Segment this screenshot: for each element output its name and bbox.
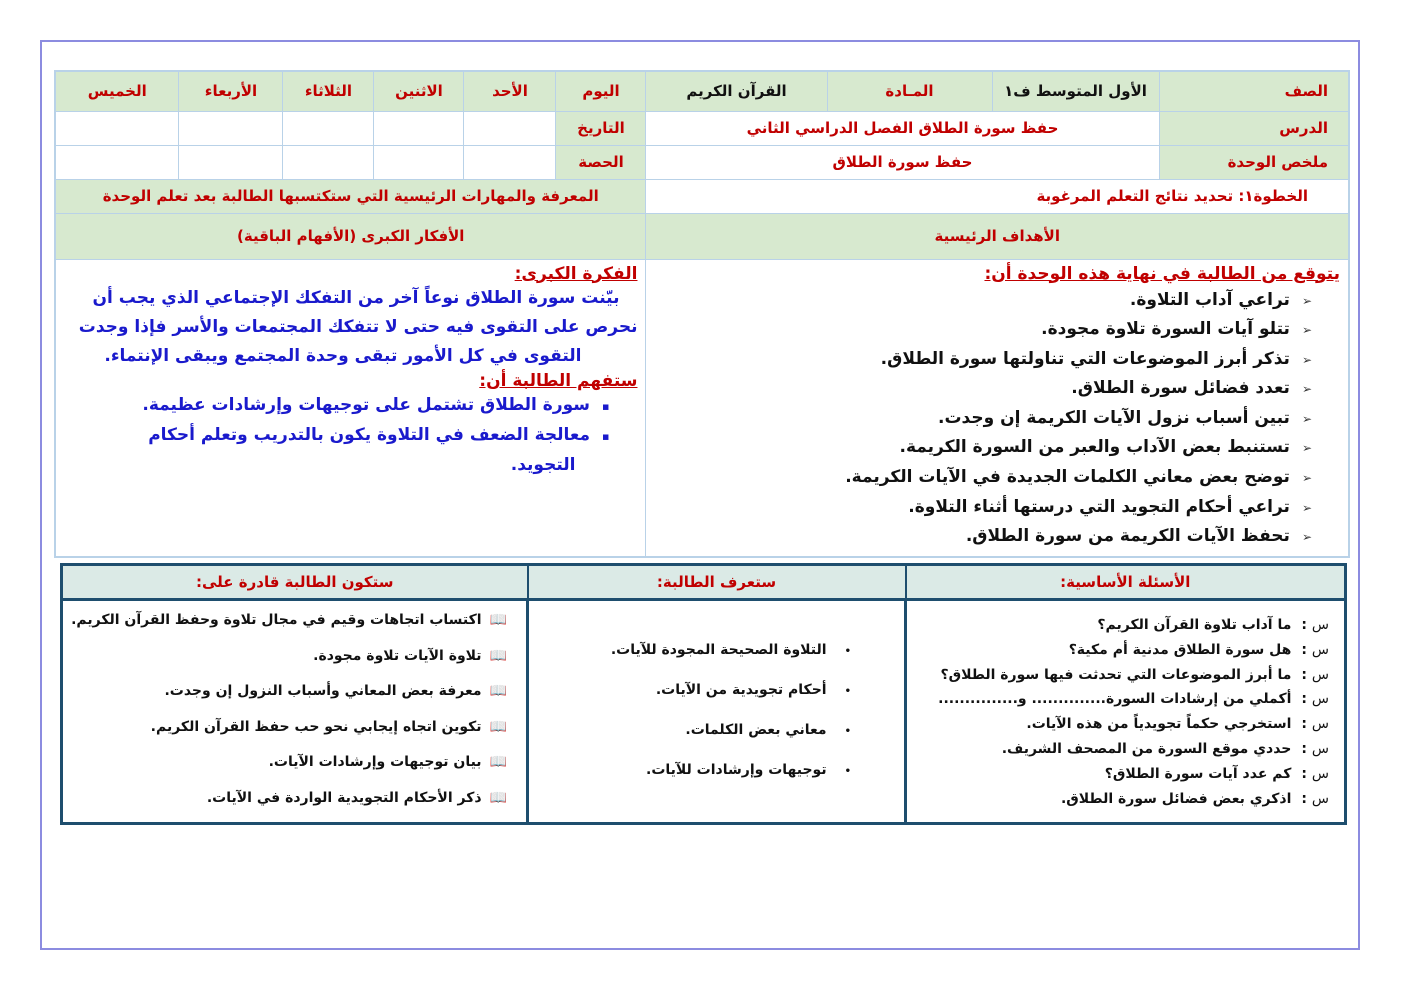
book-icon: 📖 (489, 612, 507, 628)
book-icon: 📖 (489, 647, 507, 664)
main-goals-title: الأهداف الرئيسية (646, 213, 1349, 259)
big-idea-title: الفكرة الكبرى: (514, 263, 638, 284)
arrow-bullet-icon: ➢ (1301, 471, 1312, 486)
able-item: 📖تكوين اتجاه إيجابي نحو حب حفظ القرآن الكريم. (150, 718, 507, 735)
period-cell-thursday (55, 145, 179, 179)
subject-value: القرآن الكريم (646, 71, 827, 111)
goals-cell (646, 259, 1349, 557)
arrow-bullet-icon: ➢ (1301, 530, 1312, 545)
goals-intro: يتوقع من الطالبة في نهاية هذه الوحدة أن: (984, 263, 1340, 284)
unit-summary-value: حفظ سورة الطلاق (646, 145, 1159, 179)
date-cell-sunday (464, 111, 556, 145)
question-item: س:كم عدد آيات سورة الطلاق؟ (1104, 765, 1329, 782)
big-idea-cell (55, 259, 646, 557)
goal-item: ➢تستنبط بعض الآداب والعبر من السورة الكريمة. (899, 437, 1312, 458)
day-sunday: الأحد (464, 71, 556, 111)
able-item: 📖معرفة بعض المعاني وأسباب النزول إن وجدت. (164, 683, 507, 700)
unit-summary-label: ملخص الوحدة (1159, 145, 1349, 179)
arrow-bullet-icon: ➢ (1301, 500, 1312, 515)
day-tuesday: الثلاثاء (283, 71, 374, 111)
goal-item: ➢تحفظ الآيات الكريمة من سورة الطلاق. (965, 526, 1312, 547)
date-cell-thursday (55, 111, 179, 145)
goal-item: ➢تتلو آيات السورة تلاوة مجودة. (1041, 319, 1312, 340)
period-label: الحصة (556, 145, 646, 179)
know-item: •توجيهات وإرشادات للآيات. (646, 762, 851, 778)
question-item: س:اذكري بعض فضائل سورة الطلاق. (1060, 790, 1329, 807)
bullet-dot-icon: • (844, 726, 851, 737)
subject-label: المـادة (827, 71, 992, 111)
date-cell-tuesday (283, 111, 374, 145)
arrow-bullet-icon: ➢ (1301, 293, 1312, 308)
grade-value: الأول المتوسط ف١ (992, 71, 1159, 111)
date-cell-wednesday (179, 111, 283, 145)
understand-item-2-cont: التجويد. (510, 454, 576, 475)
know-title: ستعرف الطالبة: (528, 565, 906, 600)
knowledge-title: المعرفة والمهارات الرئيسية التي ستكتسبها الطالبة بعد تعلم الوحدة (55, 179, 646, 213)
arrow-bullet-icon: ➢ (1301, 323, 1312, 338)
question-item: س:استخرجي حكماً تجويدياً من هذه الآيات. (1026, 716, 1329, 733)
questions-title: الأسئلة الأساسية: (906, 565, 1346, 600)
able-item: 📖اكتساب اتجاهات وقيم في مجال تلاوة وحفظ القرآن الكريم. (71, 612, 507, 628)
bullet-dot-icon: • (844, 686, 851, 697)
book-icon: 📖 (489, 754, 507, 771)
able-title: ستكون الطالبة قادرة على: (62, 565, 528, 600)
question-item: س:ما آداب تلاوة القرآن الكريم؟ (1097, 617, 1329, 633)
question-item: س:حددي موقع السورة من المصحف الشريف. (1001, 740, 1329, 757)
bullet-dot-icon: • (844, 766, 851, 777)
book-icon: 📖 (489, 789, 507, 806)
book-icon: 📖 (489, 718, 507, 735)
big-ideas-title: الأفكار الكبرى (الأفهام الباقية) (55, 213, 646, 259)
date-label: التاريخ (556, 111, 646, 145)
question-item: س:أكملي من إرشادات السورة.............. و............... (938, 691, 1329, 708)
essential-questions-table (60, 563, 1347, 825)
goal-item: ➢تذكر أبرز الموضوعات التي تناولتها سورة الطلاق. (880, 348, 1312, 369)
big-idea-line-2: نحرص على التقوى فيه حتى لا تتفكك المجتمعات والأسر فإذا وجدت (78, 316, 638, 337)
square-bullet-icon: ▪ (602, 429, 610, 443)
understand-item-1: ▪سورة الطلاق تشتمل على توجيهات وإرشادات عظيمة. (142, 394, 610, 415)
question-item: س:هل سورة الطلاق مدنية أم مكية؟ (1068, 641, 1329, 658)
date-cell-monday (374, 111, 464, 145)
goal-item: ➢تراعي أحكام التجويد التي درستها أثناء التلاوة. (908, 496, 1312, 517)
big-idea-line-3: التقوى في كل الأمور تبقى وحدة المجتمع ويبقى الإنتماء. (104, 345, 582, 366)
bullet-dot-icon: • (844, 646, 851, 657)
goals-list (654, 286, 1340, 552)
grade-label: الصف (1159, 71, 1349, 111)
book-icon: 📖 (489, 683, 507, 700)
period-cell-monday (374, 145, 464, 179)
goal-item: ➢تعدد فضائل سورة الطلاق. (1071, 378, 1312, 399)
lesson-plan-header-table (54, 70, 1350, 558)
period-cell-wednesday (179, 145, 283, 179)
able-item: 📖بيان توجيهات وإرشادات الآيات. (268, 754, 507, 771)
step1-title: الخطوة١: تحديد نتائج التعلم المرغوبة (646, 179, 1349, 213)
able-item: 📖تلاوة الآيات تلاوة مجودة. (313, 647, 507, 664)
period-cell-tuesday (283, 145, 374, 179)
day-monday: الاثنين (374, 71, 464, 111)
able-item: 📖ذكر الأحكام التجويدية الواردة في الآيات. (206, 789, 507, 806)
know-cell (528, 600, 906, 824)
know-item: •التلاوة الصحيحة المجودة للآيات. (610, 642, 851, 658)
day-wednesday: الأربعاء (179, 71, 283, 111)
lesson-label: الدرس (1159, 111, 1349, 145)
know-item: •معاني بعض الكلمات. (685, 722, 851, 738)
square-bullet-icon: ▪ (602, 399, 610, 413)
lesson-value: حفظ سورة الطلاق الفصل الدراسي الثاني (646, 111, 1159, 145)
day-thursday: الخميس (55, 71, 179, 111)
day-label: اليوم (556, 71, 646, 111)
arrow-bullet-icon: ➢ (1301, 382, 1312, 397)
know-item: •أحكام تجويدية من الآيات. (655, 682, 851, 698)
goal-item: ➢تبين أسباب نزول الآيات الكريمة إن وجدت. (938, 407, 1312, 428)
big-idea-line-1: بيّنت سورة الطلاق نوعاً آخر من التفكك الإجتماعي الذي يجب أن (92, 287, 620, 308)
understand-title: ستفهم الطالبة أن: (479, 370, 638, 391)
period-cell-sunday (464, 145, 556, 179)
able-cell (62, 600, 528, 824)
arrow-bullet-icon: ➢ (1301, 352, 1312, 367)
understand-item-2: ▪معالجة الضعف في التلاوة يكون بالتدريب وتعلم أحكام (148, 424, 610, 445)
arrow-bullet-icon: ➢ (1301, 411, 1312, 426)
arrow-bullet-icon: ➢ (1301, 441, 1312, 456)
goal-item: ➢تراعي آداب التلاوة. (1129, 289, 1312, 310)
question-item: س:ما أبرز الموضوعات التي تحدثت فيها سورة الطلاق؟ (940, 666, 1329, 683)
questions-cell (906, 600, 1346, 824)
goal-item: ➢توضح بعض معاني الكلمات الجديدة في الآيات الكريمة. (845, 467, 1312, 488)
